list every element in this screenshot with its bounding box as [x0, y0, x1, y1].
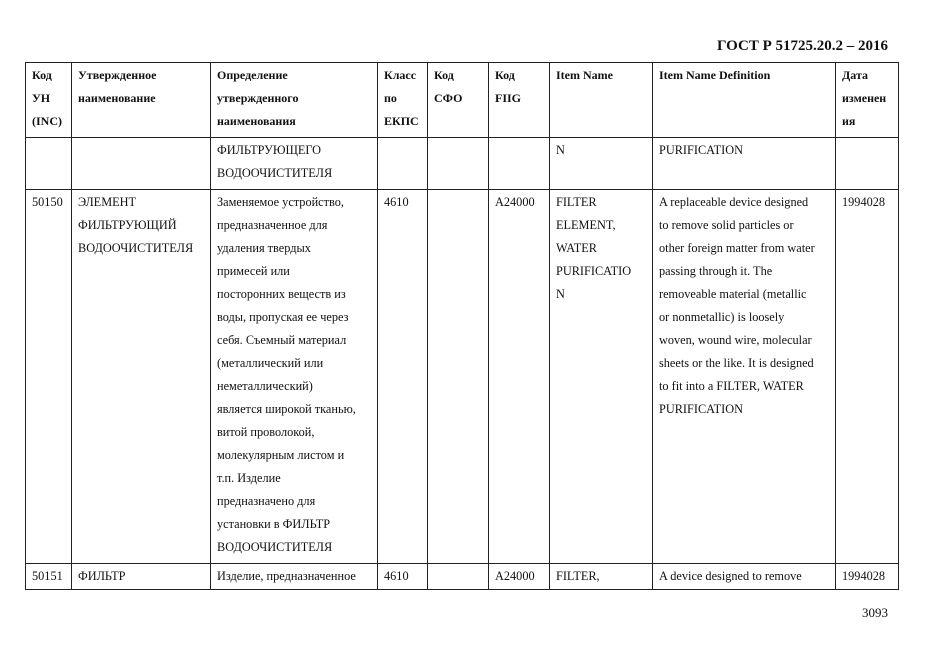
- cell-approved-name: [72, 138, 211, 190]
- document-standard-number: ГОСТ Р 51725.20.2 – 2016: [716, 38, 888, 54]
- cell-definition: ФИЛЬТРУЮЩЕГО ВОДООЧИСТИТЕЛЯ: [211, 138, 378, 190]
- cell-approved-name: ЭЛЕМЕНТ ФИЛЬТРУЮЩИЙ ВОДООЧИСТИТЕЛЯ: [72, 190, 211, 564]
- cell-sfo: [428, 190, 489, 564]
- header-item-name-definition: Item Name Definition: [653, 63, 836, 138]
- header-change-date: Дата изменен ия: [836, 63, 899, 138]
- cell-sfo: [428, 138, 489, 190]
- cell-code: [26, 138, 72, 190]
- cell-change-date: 1994028: [836, 190, 899, 564]
- cell-approved-name: ФИЛЬТР: [72, 564, 211, 590]
- cell-definition: Изделие, предназначенное: [211, 564, 378, 590]
- header-sfo: Код СФО: [428, 63, 489, 138]
- header-class: Класс по ЕКПС: [378, 63, 428, 138]
- cell-fiig: A24000: [489, 190, 550, 564]
- cell-change-date: [836, 138, 899, 190]
- cell-class: 4610: [378, 190, 428, 564]
- header-code: Код УН (INC): [26, 63, 72, 138]
- header-fiig: Код FIIG: [489, 63, 550, 138]
- cell-code: 50150: [26, 190, 72, 564]
- cell-definition: Заменяемое устройство, предназначенное для удаления твердых примесей или посторонних веществ из воды, пропуская ее через себя. Съемный материал (металлический или неметаллический) является широкой тканью, витой проволокой, молекулярным листом и т.п. Изделие предназначено для установки в ФИЛЬТР ВОДООЧИСТИТЕЛЯ: [211, 190, 378, 564]
- table-row: [26, 138, 899, 190]
- cell-item-name-definition: A replaceable device designed to remove solid particles or other foreign matter from water passing through it. The removeable material (metallic or nonmetallic) is loosely woven, wound wire, molecular sheets or the like. It is designed to fit into a FILTER, WATER PURIFICATION: [653, 190, 836, 564]
- header-approved-name: Утвержденное наименование: [72, 63, 211, 138]
- table-row: [26, 564, 899, 590]
- cell-item-name: FILTER,: [550, 564, 653, 590]
- cell-sfo: [428, 564, 489, 590]
- catalog-table: [25, 62, 899, 590]
- cell-fiig: [489, 138, 550, 190]
- header-definition: Определение утвержденного наименования: [211, 63, 378, 138]
- cell-code: 50151: [26, 564, 72, 590]
- page-number: 3093: [862, 605, 888, 620]
- table-header-row: [26, 63, 899, 138]
- cell-item-name-definition: PURIFICATION: [653, 138, 836, 190]
- table-row: [26, 190, 899, 564]
- cell-item-name: N: [550, 138, 653, 190]
- cell-class: [378, 138, 428, 190]
- cell-item-name: FILTER ELEMENT, WATER PURIFICATIO N: [550, 190, 653, 564]
- cell-change-date: 1994028: [836, 564, 899, 590]
- header-item-name: Item Name: [550, 63, 653, 138]
- cell-class: 4610: [378, 564, 428, 590]
- cell-item-name-definition: A device designed to remove: [653, 564, 836, 590]
- cell-fiig: A24000: [489, 564, 550, 590]
